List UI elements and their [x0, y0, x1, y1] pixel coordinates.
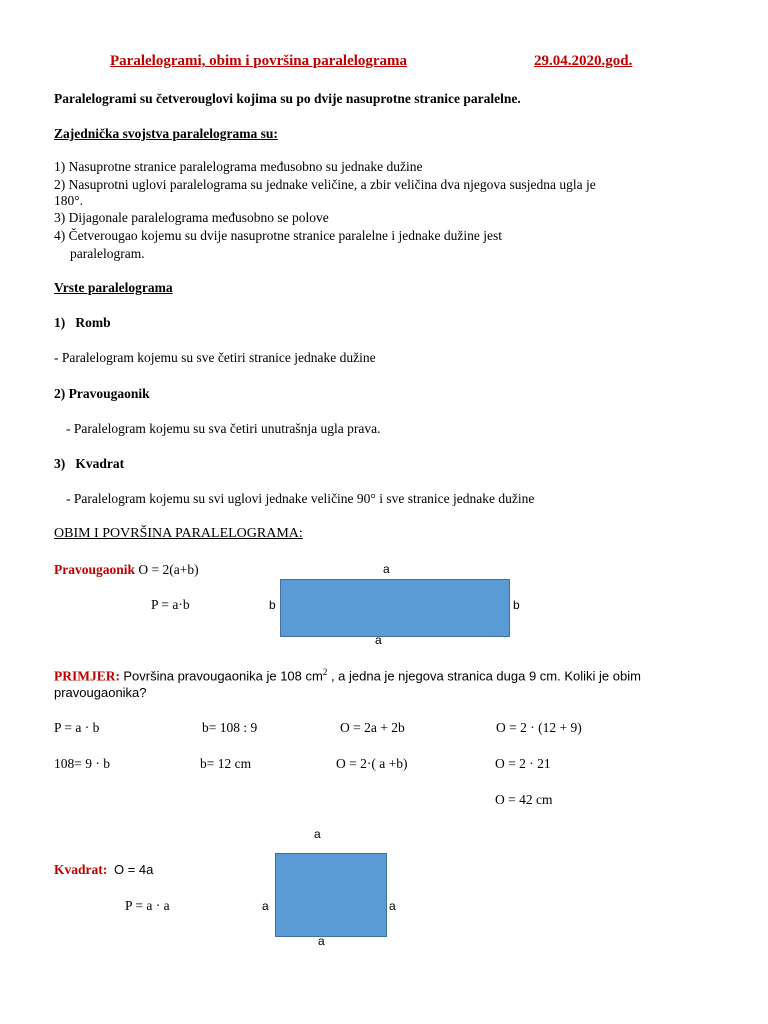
- type-name: Romb: [75, 315, 111, 330]
- property-2-cont: 180°.: [54, 193, 84, 208]
- rectangle-shape: [280, 579, 510, 637]
- example-cell: 108= 9 · b: [54, 756, 110, 771]
- type-name: Kvadrat: [75, 456, 125, 471]
- rectangle-side-left: b: [269, 598, 276, 612]
- property-4-cont: paralelogram.: [70, 246, 145, 261]
- example-cell: O = 2 · (12 + 9): [496, 720, 582, 735]
- square-side-top: a: [314, 827, 321, 841]
- rectangle-label: Pravougaonik: [54, 562, 136, 577]
- square-side-bottom: a: [318, 934, 325, 948]
- type-number: 3): [54, 456, 66, 471]
- example-text-a: Površina pravougaonika je 108 cm: [123, 668, 323, 684]
- example-text-b: , a jedna je njegova stranica duga 9 cm. Koliki je obim: [327, 668, 641, 684]
- page-date: 29.04.2020.god.: [534, 53, 633, 69]
- properties-heading: Zajednička svojstva paralelograma su:: [54, 126, 278, 141]
- example-label: PRIMJER:: [54, 668, 120, 684]
- type-name: Pravougaonik: [68, 386, 150, 401]
- type-number: 1): [54, 315, 66, 330]
- example-cell: b= 108 : 9: [202, 720, 258, 735]
- example-cell: O = 2·( a +b): [336, 756, 408, 771]
- rectangle-side-right: b: [513, 598, 520, 612]
- rectangle-side-bottom: a: [375, 633, 382, 647]
- property-1: 1) Nasuprotne stranice paralelograma međusobno su jednake dužine: [54, 159, 423, 174]
- property-4: 4) Četverougao kojemu su dvije nasuprotne stranice paralelne i jednake dužine jest: [54, 228, 502, 243]
- page-title: [110, 53, 407, 70]
- rectangle-side-top: a: [383, 562, 390, 576]
- section-heading: OBIM I POVRŠINA PARALELOGRAMA:: [54, 526, 303, 541]
- type-number: 2): [54, 386, 66, 401]
- example-cell: O = 2 · 21: [495, 756, 551, 771]
- square-perimeter-formula: O = 4a: [114, 862, 154, 877]
- example-cell: P = a · b: [54, 720, 100, 735]
- property-2: 2) Nasuprotni uglovi paralelograma su jednake veličine, a zbir veličina dva njegova susjedna ugla je: [54, 177, 596, 192]
- type-kvadrat-desc: - Paralelogram kojemu su svi uglovi jednake veličine 90° i sve stranice jednake dužine: [66, 491, 535, 506]
- square-shape: [275, 853, 387, 937]
- type-romb-desc: - Paralelogram kojemu su sve četiri stranice jednake dužine: [54, 350, 376, 365]
- intro-text: Paralelogrami su četverouglovi kojima su po dvije nasuprotne stranice paralelne.: [54, 91, 521, 106]
- types-heading: Vrste paralelograma: [54, 280, 173, 295]
- rectangle-formula-line: [54, 562, 199, 578]
- square-side-right: a: [389, 899, 396, 913]
- example-cell: b= 12 cm: [200, 756, 252, 771]
- square-side-left: a: [262, 899, 269, 913]
- square-formula-line: [54, 862, 153, 878]
- rectangle-perimeter-formula: O = 2(a+b): [138, 562, 199, 577]
- type-pravougaonik-desc: - Paralelogram kojemu su sva četiri unutrašnja ugla prava.: [66, 421, 381, 436]
- property-3: 3) Dijagonale paralelograma međusobno se polove: [54, 210, 329, 225]
- example-line-1: [54, 667, 641, 685]
- title-text: Paralelogrami, obim i površina paralelograma: [110, 53, 408, 69]
- example-cell: O = 2a + 2b: [340, 720, 405, 735]
- square-label: Kvadrat:: [54, 862, 108, 877]
- rectangle-area-formula: P = a·b: [151, 597, 190, 612]
- type-pravougaonik-title: [54, 386, 150, 402]
- type-kvadrat-title: [54, 456, 124, 472]
- example-line-2: pravougaonika?: [54, 685, 147, 700]
- square-area-formula: P = a · a: [125, 898, 170, 913]
- example-unit-exp: 2: [322, 667, 328, 677]
- type-romb-title: [54, 315, 111, 331]
- example-result: O = 42 cm: [495, 792, 553, 807]
